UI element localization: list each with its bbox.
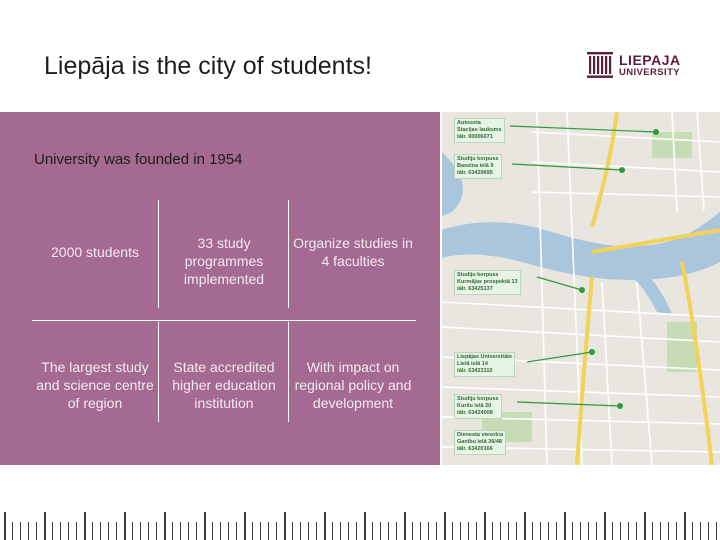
ruler-tick bbox=[348, 522, 349, 540]
ruler-tick bbox=[380, 522, 381, 540]
ruler-tick bbox=[372, 522, 373, 540]
columns-building-icon bbox=[586, 51, 614, 79]
facts-panel bbox=[0, 112, 440, 465]
ruler-tick bbox=[12, 522, 13, 540]
ruler-tick bbox=[540, 522, 541, 540]
ruler-tick bbox=[84, 512, 86, 540]
ruler-tick bbox=[692, 522, 693, 540]
ruler-tick bbox=[436, 522, 437, 540]
ruler-tick bbox=[444, 512, 446, 540]
ruler-tick bbox=[516, 522, 517, 540]
ruler-tick bbox=[28, 522, 29, 540]
ruler-tick bbox=[124, 512, 126, 540]
ruler-tick bbox=[284, 512, 286, 540]
ruler-tick bbox=[660, 522, 661, 540]
ruler-tick bbox=[4, 512, 6, 540]
map-label-dormitory: Dienesta viesnīca Ganību ielā 36/48 tālr. 63420166 bbox=[454, 430, 506, 455]
ruler-tick bbox=[44, 512, 46, 540]
ruler-tick bbox=[180, 522, 181, 540]
ruler-tick bbox=[620, 522, 621, 540]
fact-faculties: Organize studies in 4 faculties bbox=[293, 235, 413, 269]
ruler-tick bbox=[404, 512, 406, 540]
ruler-tick bbox=[700, 522, 701, 540]
ruler-tick bbox=[236, 522, 237, 540]
ruler-tick bbox=[588, 522, 589, 540]
ruler-tick bbox=[188, 522, 189, 540]
ruler-tick bbox=[276, 522, 277, 540]
ruler-tick bbox=[52, 522, 53, 540]
ruler-tick bbox=[628, 522, 629, 540]
ruler-tick bbox=[36, 522, 37, 540]
ruler-tick bbox=[164, 512, 166, 540]
ruler-tick bbox=[244, 512, 246, 540]
ruler-tick bbox=[116, 522, 117, 540]
ruler-tick bbox=[340, 522, 341, 540]
ruler-tick bbox=[196, 522, 197, 540]
fact-students: 2000 students bbox=[51, 244, 139, 260]
ruler-tick bbox=[708, 522, 709, 540]
ruler-tick bbox=[636, 522, 637, 540]
ruler-tick bbox=[580, 522, 581, 540]
ruler-tick bbox=[252, 522, 253, 540]
ruler-tick bbox=[396, 522, 397, 540]
ruler-tick bbox=[260, 522, 261, 540]
ruler-tick bbox=[556, 522, 557, 540]
ruler-tick bbox=[172, 522, 173, 540]
fact-programmes: 33 study programmes implemented bbox=[183, 235, 265, 287]
ruler-tick bbox=[668, 522, 669, 540]
ruler-tick bbox=[572, 522, 573, 540]
ruler-tick bbox=[716, 522, 717, 540]
ruler-tick bbox=[324, 512, 326, 540]
ruler-tick bbox=[148, 522, 149, 540]
ruler-tick bbox=[460, 522, 461, 540]
ruler-tick bbox=[420, 522, 421, 540]
ruler-tick bbox=[412, 522, 413, 540]
ruler-tick bbox=[76, 522, 77, 540]
decorative-barcode-ruler bbox=[0, 508, 720, 540]
ruler-tick bbox=[364, 512, 366, 540]
map-label-study-building-baseina: Studiju korpuss Baseina ielā 9 tālr. 63429695 bbox=[454, 154, 502, 179]
divider-horizontal bbox=[32, 320, 416, 321]
ruler-tick bbox=[564, 512, 566, 540]
ruler-tick bbox=[132, 522, 133, 540]
ruler-tick bbox=[684, 512, 686, 540]
ruler-tick bbox=[484, 512, 486, 540]
ruler-tick bbox=[500, 522, 501, 540]
university-logo bbox=[586, 50, 690, 80]
fact-regional-impact: With impact on regional policy and development bbox=[294, 359, 412, 411]
city-map bbox=[442, 112, 720, 465]
ruler-tick bbox=[108, 522, 109, 540]
ruler-tick bbox=[452, 522, 453, 540]
ruler-tick bbox=[468, 522, 469, 540]
ruler-tick bbox=[508, 522, 509, 540]
map-label-study-building-kursu: Studiju korpuss Kuršu ielā 20 tālr. 63424008 bbox=[454, 394, 502, 419]
ruler-tick bbox=[308, 522, 309, 540]
ruler-tick bbox=[156, 522, 157, 540]
map-label-study-building-kurmajas: Studiju korpuss Kurmājas prospektā 13 tālr. 63425137 bbox=[454, 270, 521, 295]
ruler-tick bbox=[204, 512, 206, 540]
ruler-tick bbox=[356, 522, 357, 540]
slide-title: Liepāja is the city of students! bbox=[44, 52, 372, 80]
ruler-tick bbox=[332, 522, 333, 540]
ruler-tick bbox=[316, 522, 317, 540]
ruler-tick bbox=[612, 522, 613, 540]
logo-text-university: UNIVERSITY bbox=[619, 67, 681, 78]
ruler-tick bbox=[100, 522, 101, 540]
logo-text-name: LIEPAJA bbox=[619, 52, 681, 68]
map-label-bus-station: Autoosta Stacijas laukums tālr. 90006071 bbox=[454, 118, 505, 143]
ruler-tick bbox=[532, 522, 533, 540]
founded-heading: University was founded in 1954 bbox=[34, 151, 243, 168]
ruler-tick bbox=[20, 522, 21, 540]
ruler-tick bbox=[388, 522, 389, 540]
ruler-tick bbox=[428, 522, 429, 540]
map-label-university-main: Liepājas Universitāte Lielā ielā 14 tālr. 63423110 bbox=[454, 352, 515, 377]
ruler-tick bbox=[300, 522, 301, 540]
ruler-tick bbox=[524, 512, 526, 540]
ruler-tick bbox=[652, 522, 653, 540]
ruler-tick bbox=[60, 522, 61, 540]
ruler-tick bbox=[476, 522, 477, 540]
ruler-tick bbox=[92, 522, 93, 540]
ruler-tick bbox=[292, 522, 293, 540]
ruler-tick bbox=[676, 522, 677, 540]
ruler-tick bbox=[212, 522, 213, 540]
fact-largest-centre: The largest study and science centre of region bbox=[36, 359, 154, 411]
ruler-tick bbox=[140, 522, 141, 540]
ruler-tick bbox=[548, 522, 549, 540]
ruler-tick bbox=[604, 512, 606, 540]
fact-accredited: State accredited higher education institution bbox=[172, 359, 276, 411]
ruler-tick bbox=[492, 522, 493, 540]
ruler-tick bbox=[268, 522, 269, 540]
ruler-tick bbox=[596, 522, 597, 540]
ruler-tick bbox=[68, 522, 69, 540]
ruler-tick bbox=[228, 522, 229, 540]
ruler-tick bbox=[644, 512, 646, 540]
ruler-tick bbox=[220, 522, 221, 540]
